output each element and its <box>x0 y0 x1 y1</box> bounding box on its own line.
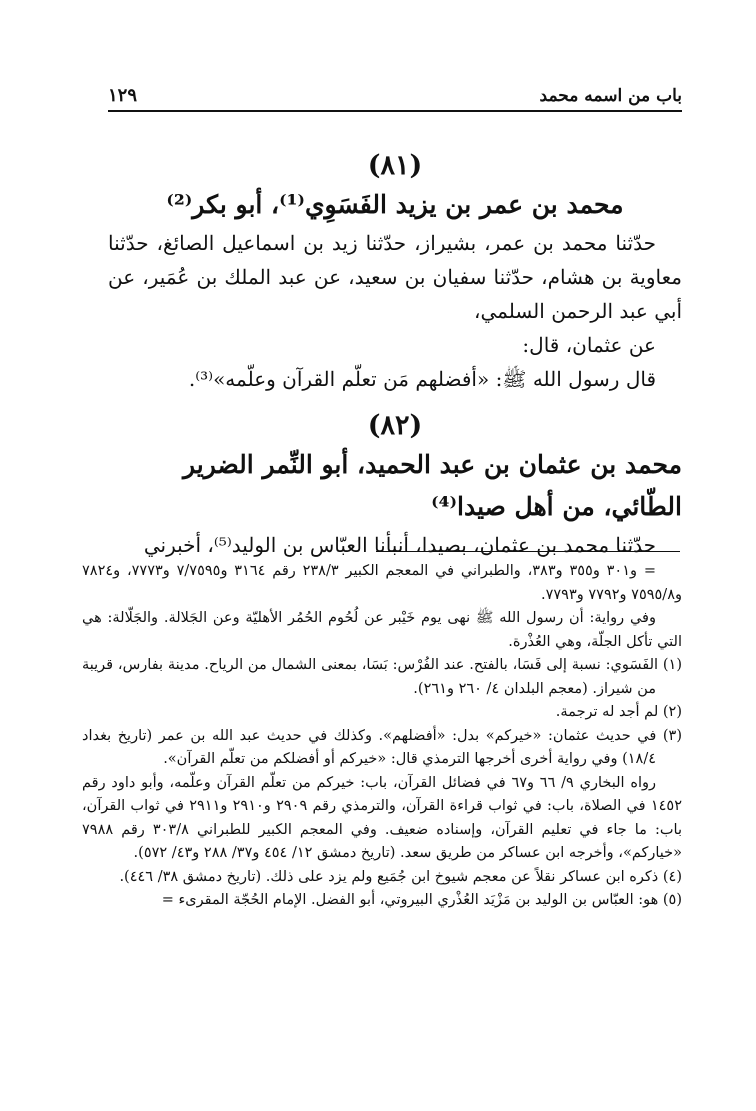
footnote-2: (٢) لم أجد له ترجمة. <box>555 704 682 720</box>
footnote-continuation: = و٣٠١ و٣٥٥ و٣٨٣، والطبراني في المعجم الكبير ٢٣٨/٣ رقم ٣١٦٤ و٧/٧٥٩٥ و٧٧٧٣، و٧٨٢٤ و٧٥٩٥/٨ و٧٧٩٢ و٧٧٩٣. <box>82 563 682 603</box>
isnad-paragraph: حدّثنا محمد بن عثمان، بصيدا، أنبأنا العبّاس بن الوليد⁽⁵⁾، أخبرني <box>143 533 656 557</box>
footnote-continuation: وفي رواية: أن رسول الله ﷺ نهى يوم خَيْبر عن لُحُوم الحُمُر الأهليّة وعن الجَلالة. والجَلّالة: هي التي تأكل الجلّة، وهي العُذْرة. <box>82 610 682 650</box>
entry-title: محمد بن عمر بن يزيد الفَسَوِي⁽¹⁾، أبو بكر⁽²⁾ <box>166 190 624 219</box>
entry-number: (٨٢) <box>367 410 423 441</box>
footnote-1: (١) الفَسَوي: نسبة إلى فَسَا، بالفتح. عند الفُرْس: بَسَا، بمعنى الشمال من الرياح. مدينة بفارس، قريبة من شيراز. (معجم البلدان ٤/ ٢٦٠ و٢٦١). <box>82 657 682 697</box>
entry-title: محمد بن عثمان بن عبد الحميد، أبو النِّمر الضرير الطّائي، من أهل صيدا⁽⁴⁾ <box>182 450 682 521</box>
main-text <box>108 148 682 562</box>
footnote-3: (٣) في حديث عثمان: «خيركم» بدل: «أفضلهم». وكذلك في حديث عبد الله بن عمر (تاريخ بغداد ١٨/٤) وفي رواية أخرى أخرجها الترمذي قال: «خيركم أو أفضلكم من تعلّم القرآن». <box>82 727 682 767</box>
footnote-4: (٤) ذكره ابن عساكر نقلاً عن معجم شيوخ ابن جُمَيع ولم يزد على ذلك. (تاريخ دمشق ٣٨/ ٤٤٦). <box>119 868 682 885</box>
footnote-3-continued: رواه البخاري ٩/ ٦٦ و٦٧ في فضائل القرآن، باب: خيركم من تعلّم القرآن وعلّمه، وأبو داود رقم ١٤٥٢ في الصلاة، باب: في ثواب قراءة القرآن، والترمذي رقم ٢٩٠٩ و٢٩١٠ و٢٩١١ في ثواب القرآن، باب: ما جاء في تعليم القرآن، وإسناده ضعيف. وفي المعجم الكبير للطبراني ٣٠٣/٨ رقم ٧٩٨٨ «خياركم»، وأخرجه ابن عساكر من طريق سعد. (تاريخ دمشق ١٢/ ٤٥٤ و٣٧/ ٢٨٨ و٤٣/ ٥٧٢). <box>82 774 682 861</box>
footnotes <box>82 560 682 913</box>
isnad-paragraph: حدّثنا محمد بن عمر، بشيراز، حدّثنا زيد بن اسماعيل الصائغ، حدّثنا معاوية بن هشام، حدّثنا سفيان بن سعيد، عن عبد الملك بن عُمَير، عن أبي عبد الرحمن السلمي، <box>108 231 682 323</box>
chapter-title: باب من اسمه محمد <box>539 86 682 106</box>
hadith-text: قال رسول الله ﷺ: «أفضلهم مَن تعلّم القرآن وعلّمه»⁽³⁾. <box>188 367 656 391</box>
narration-line: عن عثمان، قال: <box>522 333 656 357</box>
footnote-5: (٥) هو: العبّاس بن الوليد بن مَزْيَد العُذْري البيروتي، أبو الفضل. الإمام الحُجّة المقرىء = <box>161 892 682 908</box>
page-number: ١٢٩ <box>108 85 138 106</box>
running-header <box>108 82 682 112</box>
entry-number: (٨١) <box>367 150 423 181</box>
footnote-separator <box>376 551 680 552</box>
